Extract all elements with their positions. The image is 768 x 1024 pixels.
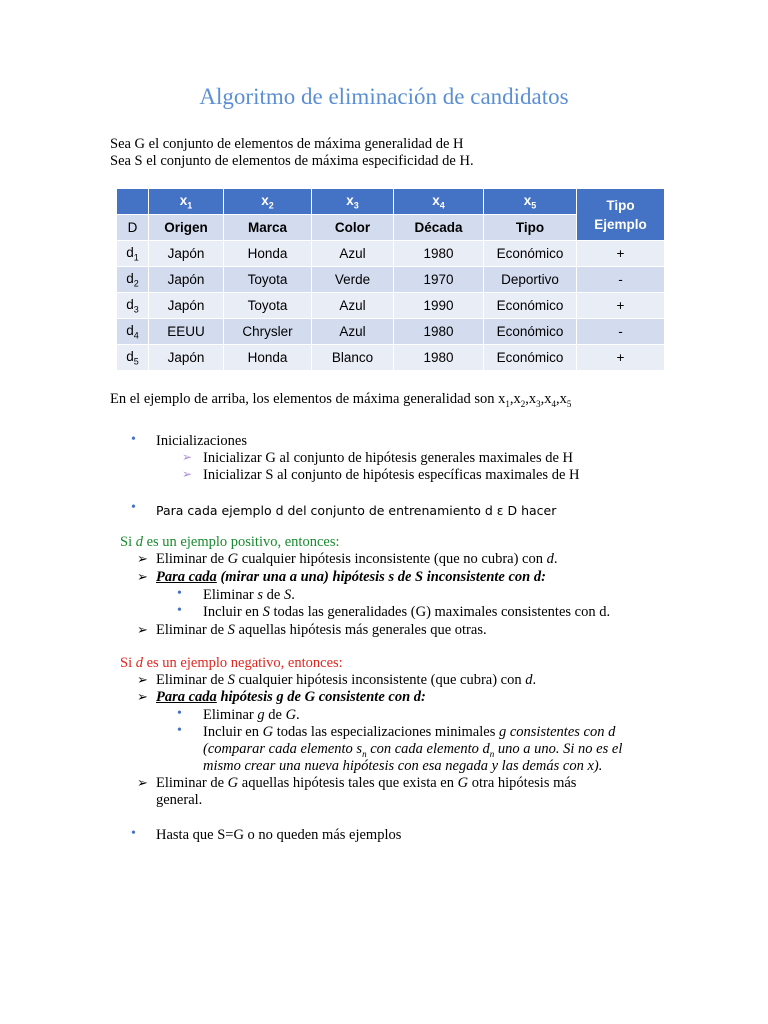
table-row — [117, 345, 665, 371]
table-cell: Honda — [224, 241, 312, 267]
arrow-bullet-icon: ➢ — [137, 672, 148, 687]
table-cell: $d_2$ — [117, 267, 149, 293]
table-cell: Japón — [149, 267, 224, 293]
bullet-icon: • — [177, 723, 182, 738]
table-cell: Marca — [224, 215, 312, 241]
positive-sub-1: Eliminar s de S. — [203, 587, 295, 603]
negative-sub-1: Eliminar g de G. — [203, 707, 300, 723]
table-cell: Deportivo — [484, 267, 577, 293]
arrow-bullet-icon: ➢ — [137, 551, 148, 566]
table-cell: Tipo — [484, 215, 577, 241]
intro-line-1: Sea G el conjunto de elementos de máxima generalidad de H — [110, 136, 464, 152]
table-cell: Origen — [149, 215, 224, 241]
examples-table — [116, 188, 665, 371]
page-title: Algoritmo de eliminación de candidatos — [199, 84, 569, 109]
positive-heading: Si d es un ejemplo positivo, entonces: — [120, 534, 340, 550]
positive-sub-2: Incluir en S todas las generalidades (G) maximales consistentes con d. — [203, 604, 611, 620]
table-cell: Toyota — [224, 293, 312, 319]
table-cell: + — [577, 345, 665, 371]
table-cell: - — [577, 267, 665, 293]
table-cell: Década — [394, 215, 484, 241]
arrow-bullet-icon: ➢ — [137, 569, 148, 584]
negative-step-3-line-2: general. — [156, 792, 203, 808]
positive-step-3: Eliminar de S aquellas hipótesis más generales que otras. — [156, 622, 487, 638]
table-cell: Color — [312, 215, 394, 241]
init-item-2: Inicializar S al conjunto de hipótesis específicas maximales de H — [203, 467, 580, 483]
table-cell: Toyota — [224, 267, 312, 293]
bullet-icon: • — [131, 826, 136, 841]
table-row — [117, 293, 665, 319]
bullet-icon: • — [131, 500, 136, 515]
table-cell: $d_1$ — [117, 241, 149, 267]
negative-sub-2-line-3: mismo crear una nueva hipótesis con esa negada y las demás con x). — [203, 758, 603, 774]
table-cell: Económico — [484, 241, 577, 267]
table-cell: EEUU — [149, 319, 224, 345]
table-cell: 1980 — [394, 319, 484, 345]
negative-step-3: Eliminar de G aquellas hipótesis tales que exista en G otra hipótesis más — [156, 775, 577, 791]
table-cell: - — [577, 319, 665, 345]
table-cell: $d_3$ — [117, 293, 149, 319]
arrow-bullet-icon: ➢ — [137, 689, 148, 704]
table-header-tipo-ejemplo: Tipo Ejemplo — [577, 189, 665, 241]
table-cell: Japón — [149, 345, 224, 371]
table-row — [117, 241, 665, 267]
table-cell: Azul — [312, 241, 394, 267]
positive-step-1: Eliminar de G cualquier hipótesis inconsistente (que no cubra) con d. — [156, 551, 558, 567]
arrow-bullet-icon: ➢ — [137, 775, 148, 790]
negative-step-2: Para cada hipótesis g de G consistente con d: — [156, 689, 426, 705]
negative-sub-2-line-2: (comparar cada elemento $s_n$ con cada elemento $d_n$ uno a uno. Si no es el — [203, 741, 623, 759]
arrow-bullet-icon: ➢ — [137, 622, 148, 637]
table-header-x2: $x_2$ — [224, 189, 312, 215]
table-header-x1: $x_1$ — [149, 189, 224, 215]
table-header-x3: $x_3$ — [312, 189, 394, 215]
negative-heading: Si d es un ejemplo negativo, entonces: — [120, 655, 343, 671]
table-row — [117, 267, 665, 293]
table-cell: 1970 — [394, 267, 484, 293]
negative-step-1: Eliminar de S cualquier hipótesis inconsistente (que cubra) con d. — [156, 672, 537, 688]
table-cell: Chrysler — [224, 319, 312, 345]
table-cell: Japón — [149, 241, 224, 267]
table-cell: $d_4$ — [117, 319, 149, 345]
bullet-icon: • — [177, 706, 182, 721]
table-cell: Honda — [224, 345, 312, 371]
table-cell: 1990 — [394, 293, 484, 319]
table-cell: Verde — [312, 267, 394, 293]
table-cell: 1980 — [394, 345, 484, 371]
table-header-x4: $x_4$ — [394, 189, 484, 215]
table-cell: 1980 — [394, 241, 484, 267]
arrow-bullet-icon: ➢ — [182, 450, 193, 464]
table-header-x5: $x_5$ — [484, 189, 577, 215]
bullet-icon: • — [177, 603, 182, 618]
table-cell: Japón — [149, 293, 224, 319]
positive-step-2: Para cada (mirar una a una) hipótesis s de S inconsistente con d: — [156, 569, 546, 585]
table-cell: Azul — [312, 293, 394, 319]
hasta-line: Hasta que S=G o no queden más ejemplos — [156, 827, 402, 843]
table-row — [117, 319, 665, 345]
bullet-icon: • — [131, 432, 136, 447]
negative-sub-2: Incluir en G todas las especializaciones minimales g consistentes con d — [203, 724, 616, 740]
table-cell: $d_5$ — [117, 345, 149, 371]
table-cell: Azul — [312, 319, 394, 345]
intro-line-2: Sea S el conjunto de elementos de máxima especificidad de H. — [110, 153, 474, 169]
table-cell: + — [577, 241, 665, 267]
table-header-row — [117, 189, 665, 215]
arrow-bullet-icon: ➢ — [182, 467, 193, 481]
bullet-icon: • — [177, 586, 182, 601]
table-cell: Económico — [484, 345, 577, 371]
table-cell: Económico — [484, 319, 577, 345]
para-cada-line: Para cada ejemplo d del conjunto de entrenamiento d ε D hacer — [156, 503, 557, 518]
table-cell: Blanco — [312, 345, 394, 371]
generalidad-line: En el ejemplo de arriba, los elementos de máxima generalidad son $x_1,x_2,x_3,x_4,x_5$ — [110, 391, 572, 409]
init-label: Inicializaciones — [156, 433, 247, 449]
table-header-blank — [117, 189, 149, 215]
init-item-1: Inicializar G al conjunto de hipótesis generales maximales de H — [203, 450, 574, 466]
table-cell: Económico — [484, 293, 577, 319]
table-cell: + — [577, 293, 665, 319]
table-cell: D — [117, 215, 149, 241]
